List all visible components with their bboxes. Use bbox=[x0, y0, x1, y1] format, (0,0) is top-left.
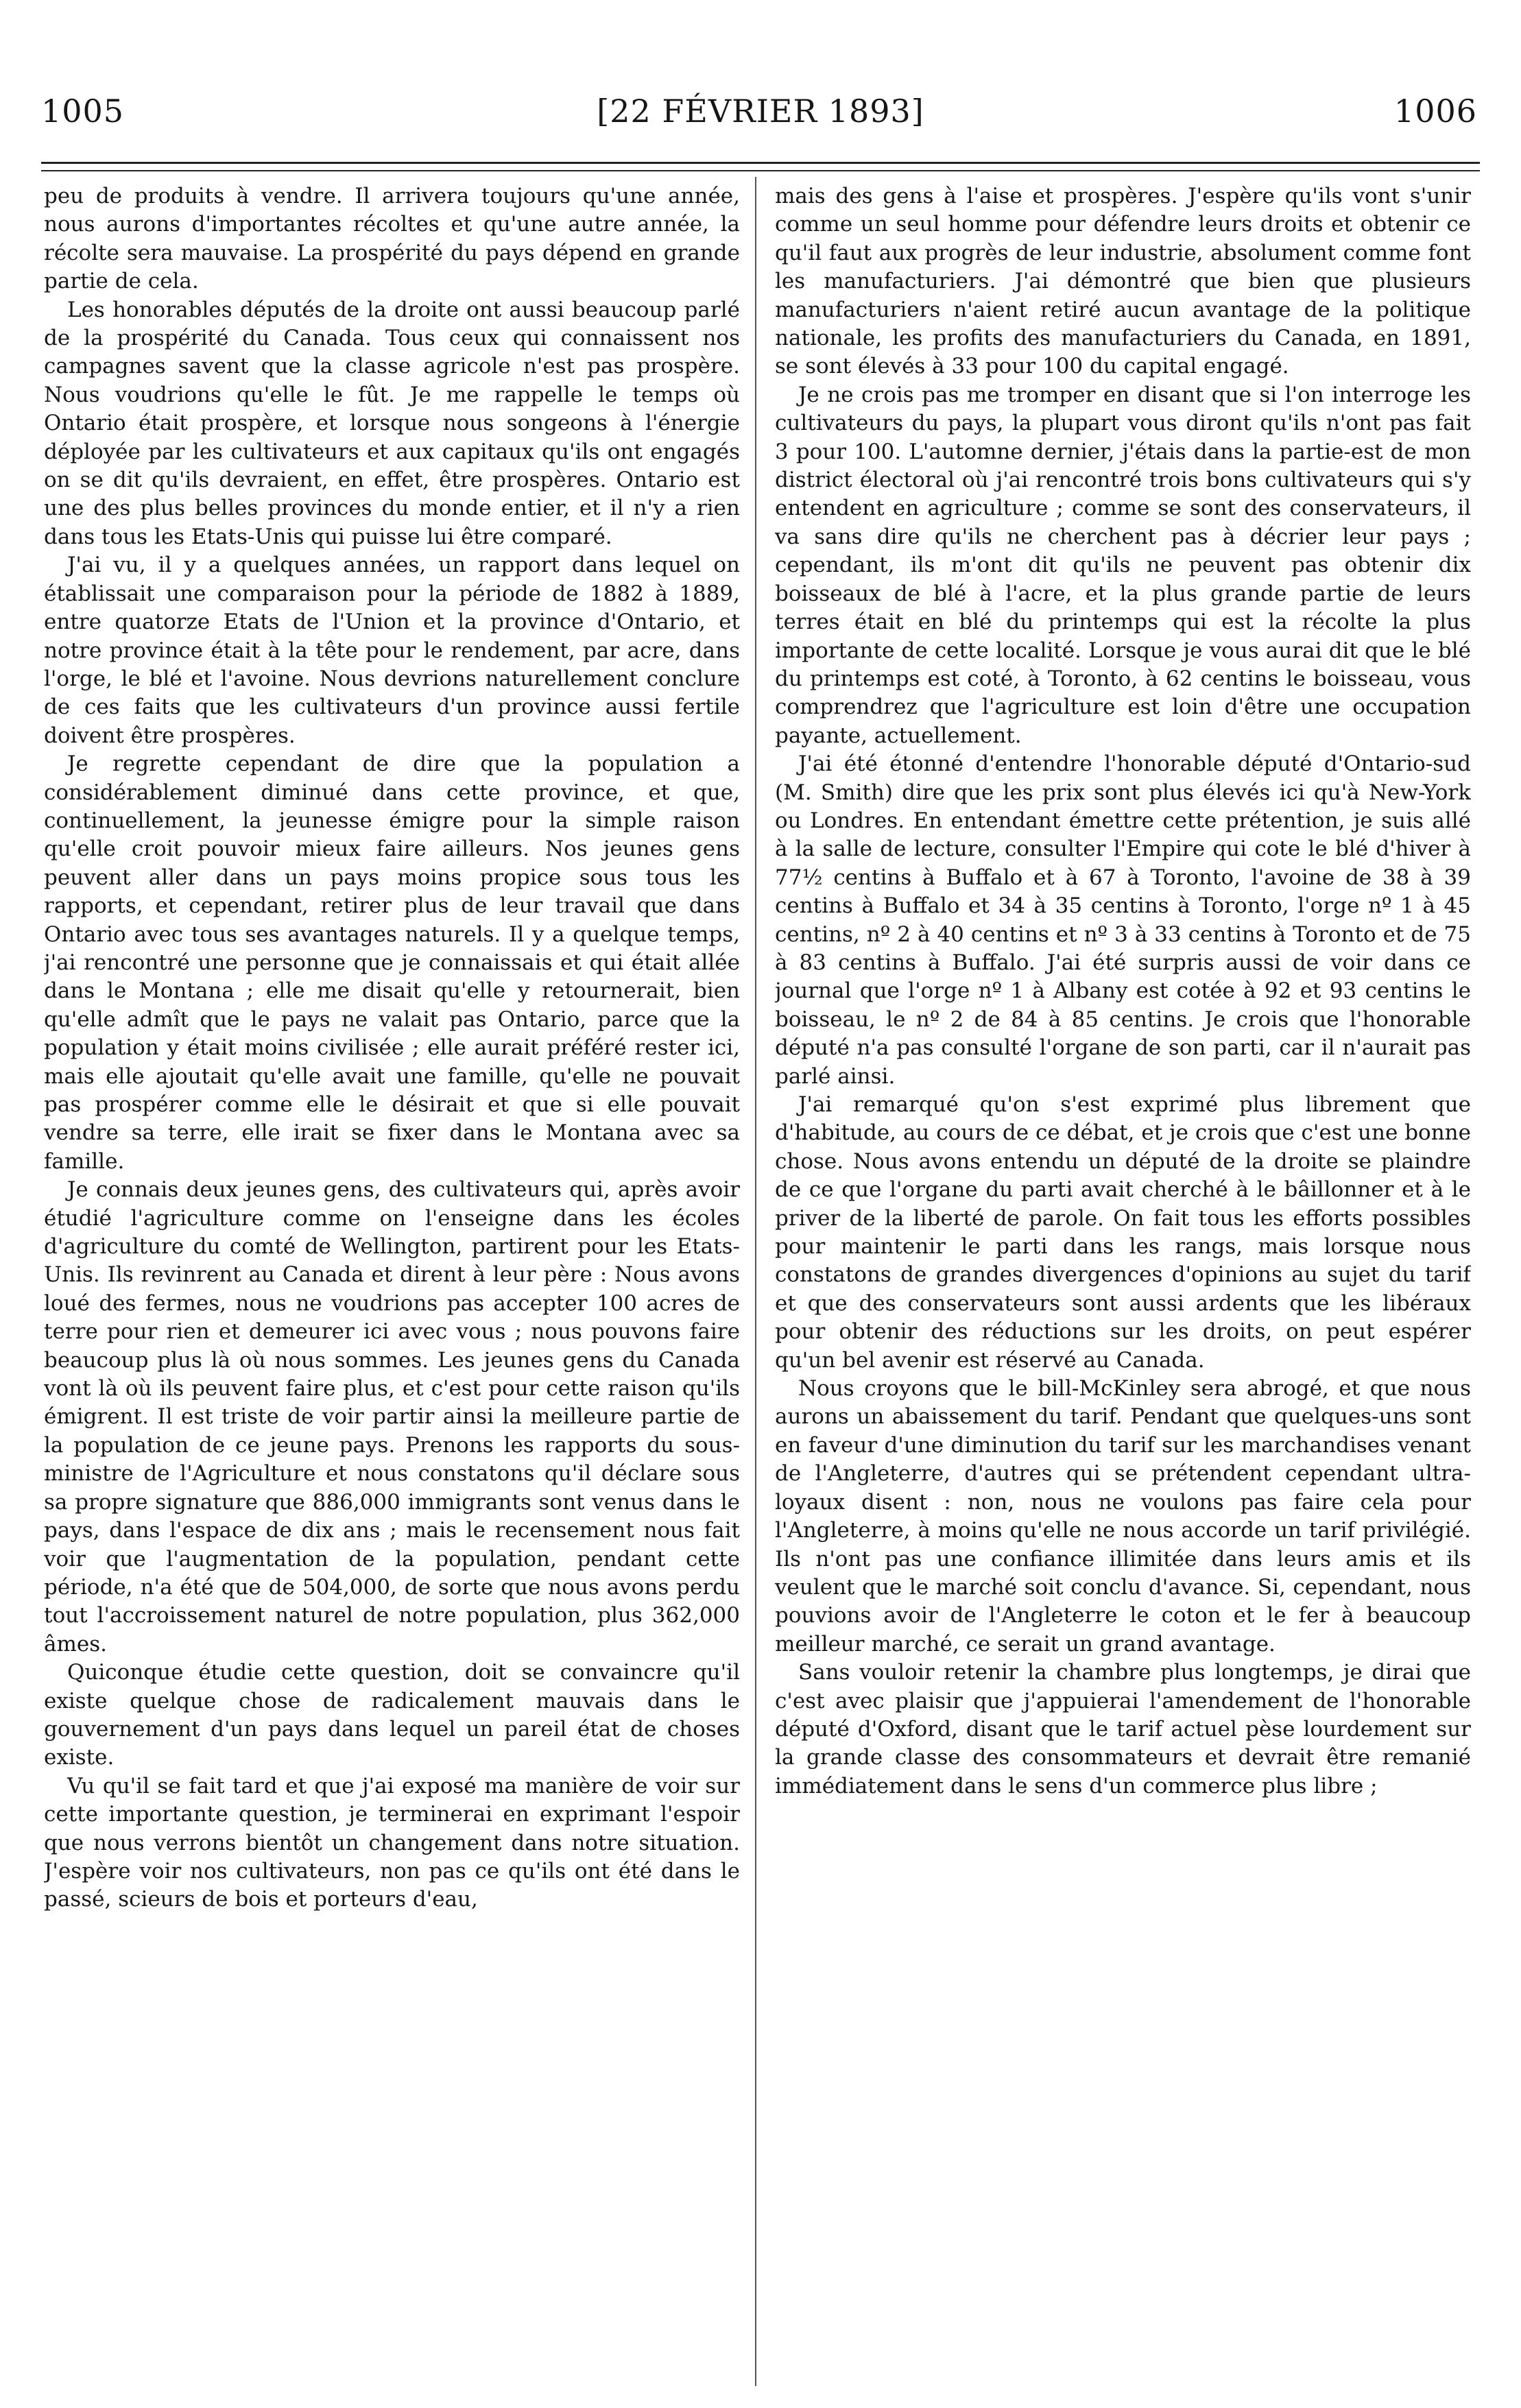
header-rule-thin bbox=[41, 170, 1480, 171]
header-rule-thick bbox=[41, 162, 1480, 164]
page-number-left: 1005 bbox=[41, 93, 125, 130]
header-date: [22 FÉVRIER 1893] bbox=[597, 93, 924, 130]
left-column bbox=[44, 182, 740, 2394]
paragraph: J'ai vu, il y a quelques années, un rapport dans lequel on établissait une comparaison pour la période de 1882 à 1889, entre quatorze Etats de l'Union et la province d'Ontario, et notre province était à la tête pour le rendement, par acre, dans l'orge, le blé et l'avoine. Nous devrions naturellement conclure de ces faits que les cultivateurs d'un province aussi fertile doivent être prospères. bbox=[44, 553, 740, 748]
paragraph: peu de produits à vendre. Il arrivera toujours qu'une année, nous aurons d'importantes récoltes et qu'une autre année, la récolte sera mauvaise. La prospérité du pays dépend en grande partie de cela. bbox=[44, 184, 740, 294]
page-number-right: 1006 bbox=[1393, 93, 1477, 130]
paragraph: J'ai remarqué qu'on s'est exprimé plus librement que d'habitude, au cours de ce débat, et je crois que c'est une bonne chose. Nous avons entendu un député de la droite se plaindre de ce que l'organe du parti avait cherché à le bâillonner et à le priver de la liberté de parole. On fait tous les efforts possibles pour maintenir le parti dans les rangs, mais lorsque nous constatons de grandes divergences d'opinions au sujet du tarif et que des conservateurs sont aussi ardents que les libéraux pour obtenir des réductions sur les droits, on peut espérer qu'un bel avenir est réservé au Canada. bbox=[775, 1092, 1471, 1373]
paragraph: Je ne crois pas me tromper en disant que si l'on interroge les cultivateurs du pays, la plupart vous diront qu'ils n'ont pas fait 3 pour 100. L'automne dernier, j'étais dans la partie-est de mon district électoral où j'ai rencontré trois bons cultivateurs qui s'y entendent en agriculture ; comme se sont des conservateurs, il va sans dire qu'ils ne cherchent pas à décrier leur pays ; cependant, ils m'ont dit qu'ils ne peuvent pas obtenir dix boisseaux de blé à l'acre, et la plus grande partie de leurs terres était en blé du printemps qui est la récolte la plus importante de cette localité. Lorsque je vous aurai dit que le blé du printemps est coté, à Toronto, à 62 centins le boisseau, vous comprendrez que l'agriculture est loin d'être une occupation payante, actuellement. bbox=[775, 382, 1471, 748]
column-divider bbox=[755, 177, 756, 2386]
paragraph: J'ai été étonné d'entendre l'honorable député d'Ontario-sud (M. Smith) dire que les prix sont plus élevés ici qu'à New-York ou Londres. En entendant émettre cette prétention, je suis allé à la salle de lecture, consulter l'Empire qui cote le blé d'hiver à 77½ centins à Buffalo et à 67 à Toronto, l'avoine de 38 à 39 centins à Buffalo et 34 à 35 centins à Toronto, l'orge nº 1 à 45 centins, nº 2 à 40 centins et nº 3 à 33 centins à Toronto et de 75 à 83 centins à Buffalo. J'ai été surpris aussi de voir dans ce journal que l'orge nº 1 à Albany est cotée à 92 et 93 centins le boisseau, le nº 2 de 84 à 85 centins. Je crois que l'honorable député n'a pas consulté l'organe de son parti, car il n'aurait pas parlé ainsi. bbox=[775, 751, 1471, 1089]
paragraph: Je regrette cependant de dire que la population a considérablement diminué dans cette province, et que, continuellement, la jeunesse émigre pour la simple raison qu'elle croit pouvoir mieux faire ailleurs. Nos jeunes gens peuvent aller dans un pays moins propice sous tous les rapports, et cependant, retirer plus de leur travail que dans Ontario avec tous ses avantages naturels. Il y a quelque temps, j'ai rencontré une personne que je connaissais et qui était allée dans le Montana ; elle me disait qu'elle y retournerait, bien qu'elle admît que le pays ne valait pas Ontario, parce que la population y était moins civilisée ; elle aurait préféré rester ici, mais elle ajoutait qu'elle avait une famille, qu'elle ne pouvait pas prospérer comme elle le désirait et que si elle pouvait vendre sa terre, elle irait se fixer dans le Montana avec sa famille. bbox=[44, 751, 740, 1174]
paragraph: mais des gens à l'aise et prospères. J'espère qu'ils vont s'unir comme un seul homme pour défendre leurs droits et obtenir ce qu'il faut aux progrès de leur industrie, absolument comme font les manufacturiers. J'ai démontré que bien que plusieurs manufacturiers n'aient retiré aucun avantage de la politique nationale, les profits des manufacturiers du Canada, en 1891, se sont élevés à 33 pour 100 du capital engagé. bbox=[775, 184, 1471, 379]
paragraph: Nous croyons que le bill-McKinley sera abrogé, et que nous aurons un abaissement du tarif. Pendant que quelques-uns sont en faveur d'une diminution du tarif sur les marchandises venant de l'Angleterre, d'autres qui se prétendent cependant ultra-loyaux disent : non, nous ne voulons pas faire cela pour l'Angleterre, à moins qu'elle ne nous accorde un tarif privilégié. Ils n'ont pas une confiance illimitée dans leurs amis et ils veulent que le marché soit conclu d'avance. Si, cependant, nous pouvions avoir de l'Angleterre le coton et le fer à beaucoup meilleur marché, ce serait un grand avantage. bbox=[775, 1376, 1471, 1657]
paragraph: Les honorables députés de la droite ont aussi beaucoup parlé de la prospérité du Canada. Tous ceux qui connaissent nos campagnes savent que la classe agricole n'est pas prospère. Nous voudrions qu'elle le fût. Je me rappelle le temps où Ontario était prospère, et lorsque nous songeons à l'énergie déployée par les cultivateurs et aux capitaux qu'ils ont engagés on se dit qu'ils devraient, en effet, être prospères. Ontario est une des plus belles provinces du monde entier, et il n'y a rien dans tous les Etats-Unis qui puisse lui être comparé. bbox=[44, 297, 740, 549]
paragraph: Je connais deux jeunes gens, des cultivateurs qui, après avoir étudié l'agriculture comme on l'enseigne dans les écoles d'agriculture du comté de Wellington, partirent pour les Etats-Unis. Ils revinrent au Canada et dirent à leur père : Nous avons loué des fermes, nous ne voudrions pas accepter 100 acres de terre pour rien et demeurer ici avec vous ; nous pouvons faire beaucoup plus là où nous sommes. Les jeunes gens du Canada vont là où ils peuvent faire plus, et c'est pour cette raison qu'ils émigrent. Il est triste de voir partir ainsi la meilleure partie de la population de ce jeune pays. Prenons les rapports du sous-ministre de l'Agriculture et nous constatons qu'il déclare sous sa propre signature que 886,000 immigrants sont venus dans le pays, dans l'espace de dix ans ; mais le recensement nous fait voir que l'augmentation de la population, pendant cette période, n'a été que de 504,000, de sorte que nous avons perdu tout l'accroissement naturel de notre population, plus 362,000 âmes. bbox=[44, 1177, 740, 1657]
paragraph: Quiconque étudie cette question, doit se convaincre qu'il existe quelque chose de radicalement mauvais dans le gouvernement d'un pays dans lequel un pareil état de choses existe. bbox=[44, 1660, 740, 1770]
paragraph: Vu qu'il se fait tard et que j'ai exposé ma manière de voir sur cette importante question, je terminerai en exprimant l'espoir que nous verrons bientôt un changement dans notre situation. J'espère voir nos cultivateurs, non pas ce qu'ils ont été dans le passé, scieurs de bois et porteurs d'eau, bbox=[44, 1773, 740, 1912]
paragraph: Sans vouloir retenir la chambre plus longtemps, je dirai que c'est avec plaisir que j'appuierai l'amendement de l'honorable député d'Oxford, disant que le tarif actuel pèse lourdement sur la grande classe des consommateurs et devrait être remanié immédiatement dans le sens d'un commerce plus libre ; bbox=[775, 1660, 1471, 1798]
right-column bbox=[775, 182, 1471, 2394]
